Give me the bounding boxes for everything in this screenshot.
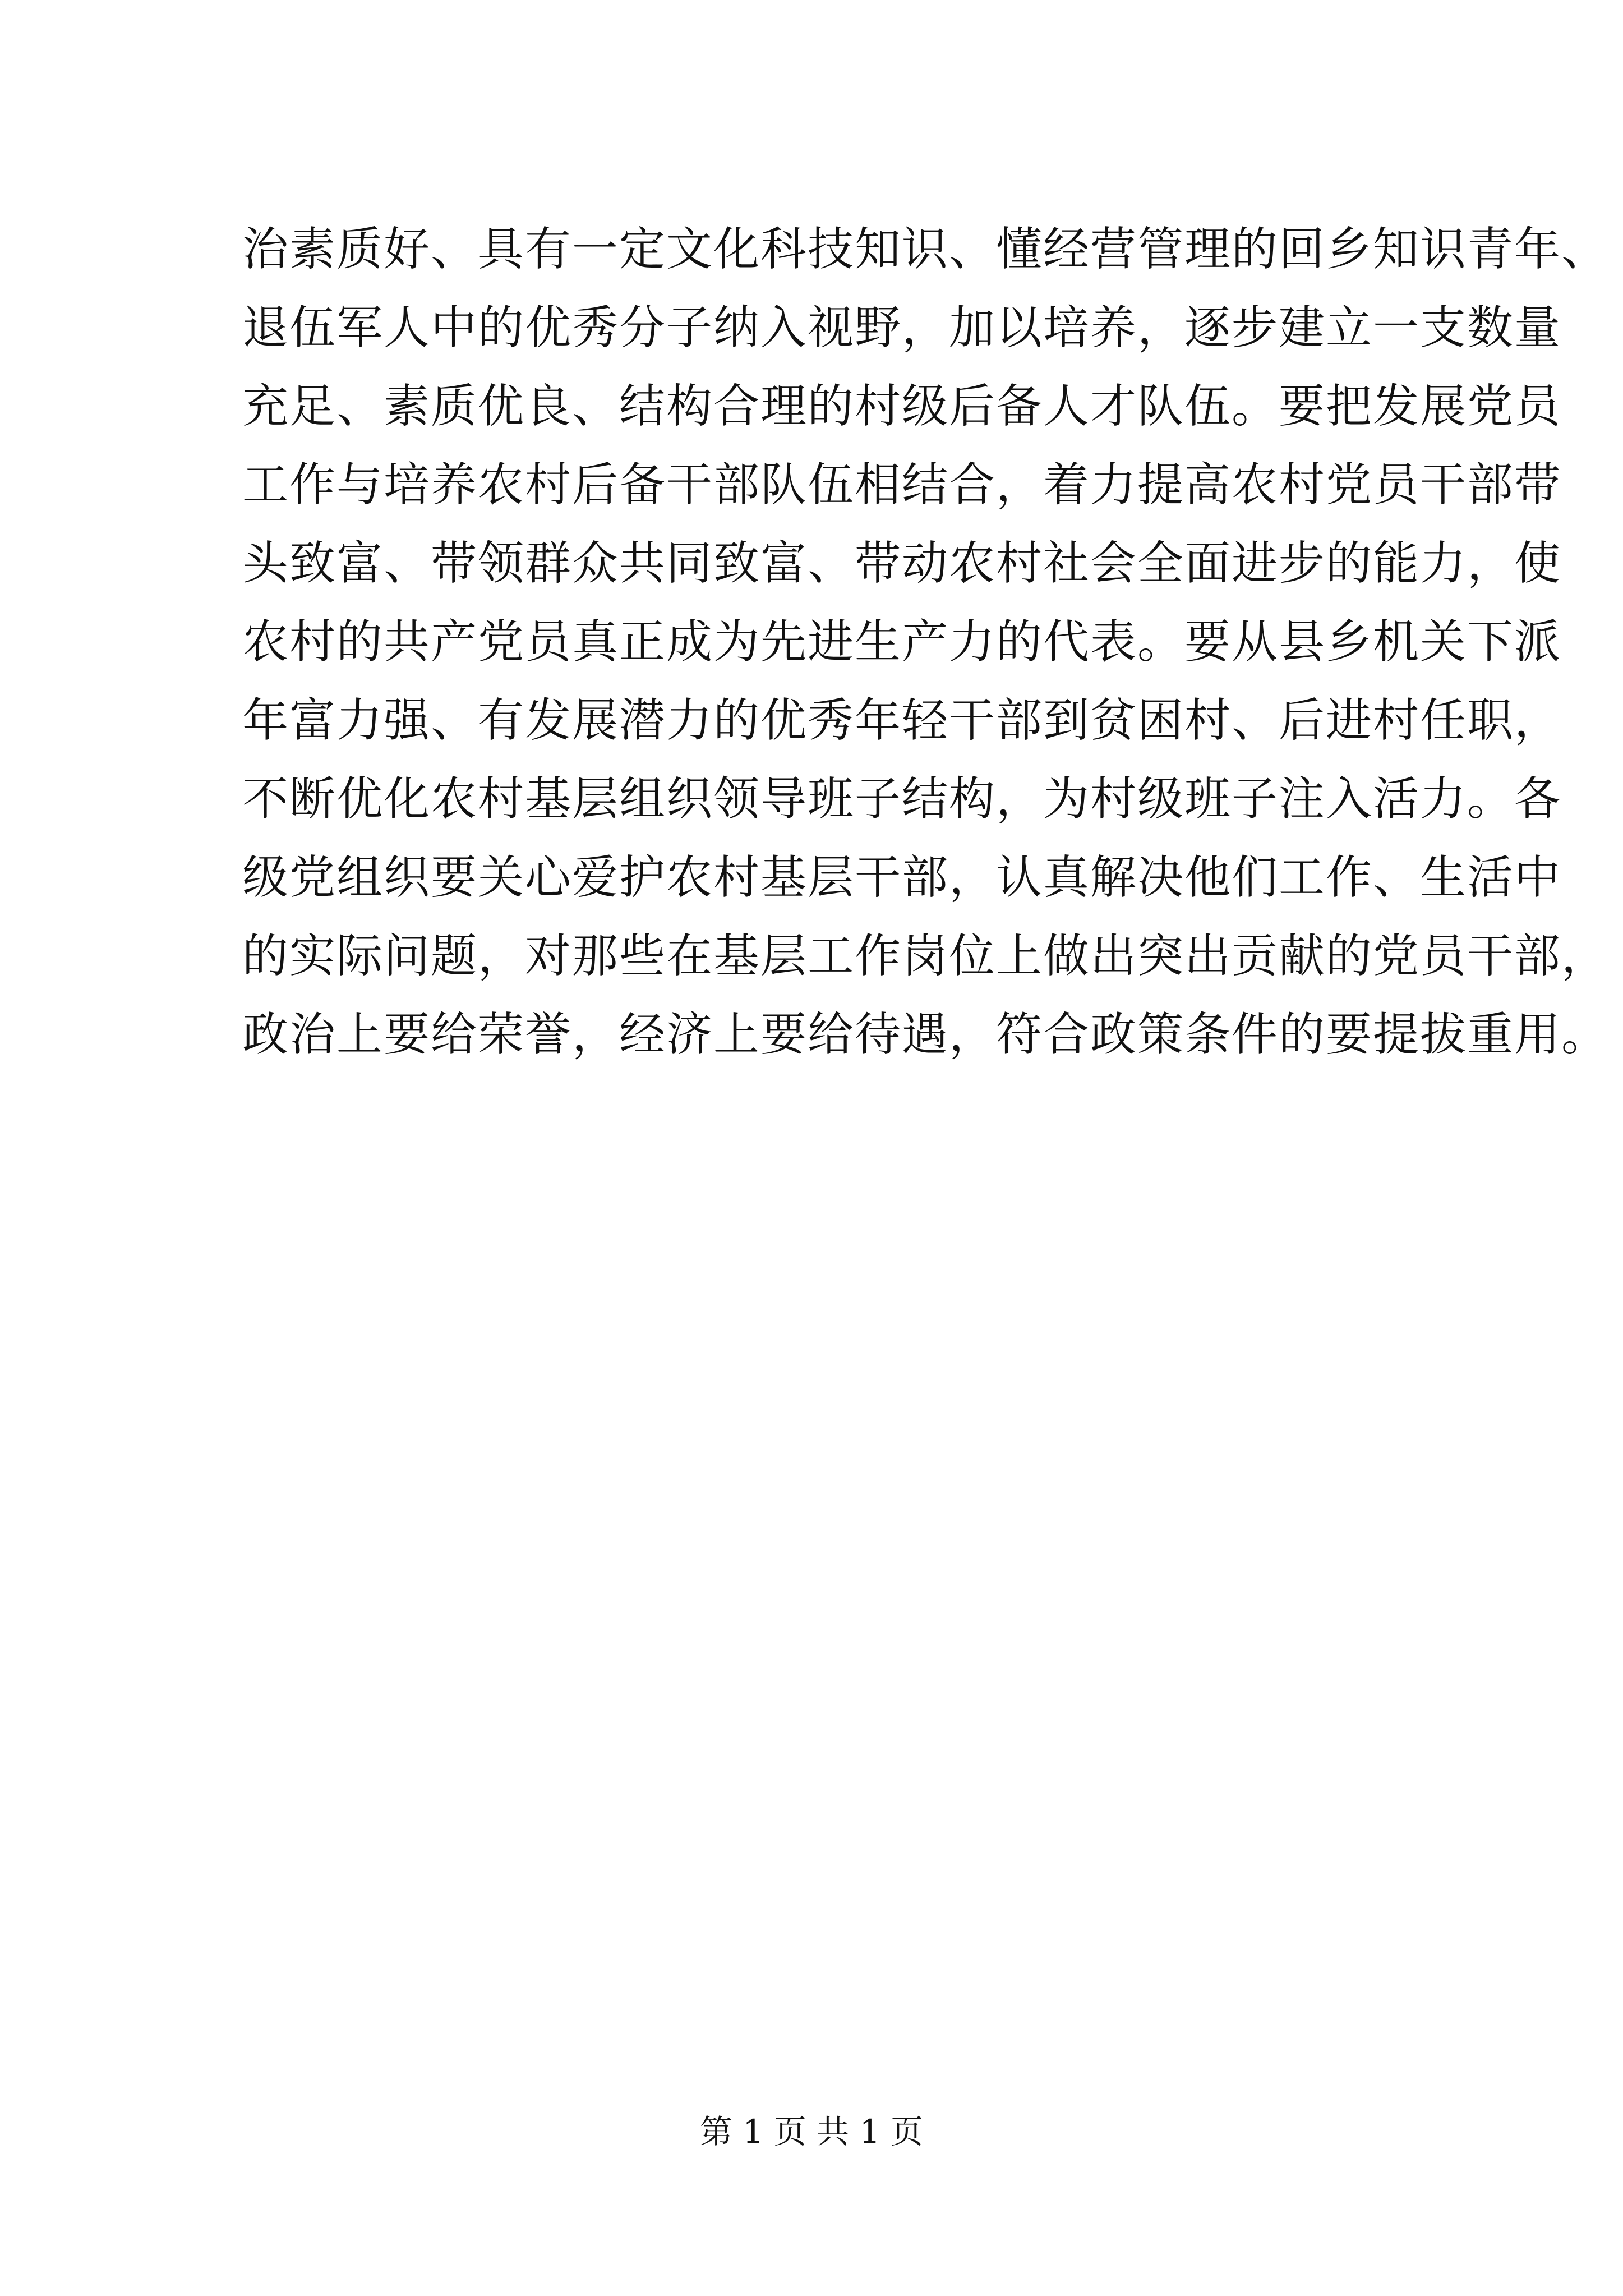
paragraph-line: 不断优化农村基层组织领导班子结构，为村级班子注入活力。各 <box>242 772 1562 826</box>
paragraph-line: 农村的共产党员真正成为先进生产力的代表。要从县乡机关下派 <box>242 615 1562 669</box>
paragraph-line: 治素质好、具有一定文化科技知识、懂经营管理的回乡知识青年、 <box>242 223 1609 276</box>
body-paragraph <box>242 210 1609 1074</box>
paragraph-line: 年富力强、有发展潜力的优秀年轻干部到贫困村、后进村任职， <box>242 694 1562 747</box>
paragraph-line: 工作与培养农村后备干部队伍相结合，着力提高农村党员干部带 <box>242 458 1562 512</box>
page-number-footer: 第 1 页 共 1 页 <box>700 2113 923 2151</box>
paragraph-line: 充足、素质优良、结构合理的村级后备人才队伍。要把发展党员 <box>242 380 1562 433</box>
paragraph-line: 级党组织要关心爱护农村基层干部，认真解决他们工作、生活中 <box>242 851 1562 904</box>
paragraph-line: 政治上要给荣誉，经济上要给待遇，符合政策条件的要提拔重用。 <box>242 1008 1609 1061</box>
paragraph-line: 退伍军人中的优秀分子纳入视野，加以培养，逐步建立一支数量 <box>242 301 1562 355</box>
paragraph-line: 头致富、带领群众共同致富、带动农村社会全面进步的能力，使 <box>242 537 1562 590</box>
paragraph-line: 的实际问题，对那些在基层工作岗位上做出突出贡献的党员干部， <box>242 930 1609 983</box>
